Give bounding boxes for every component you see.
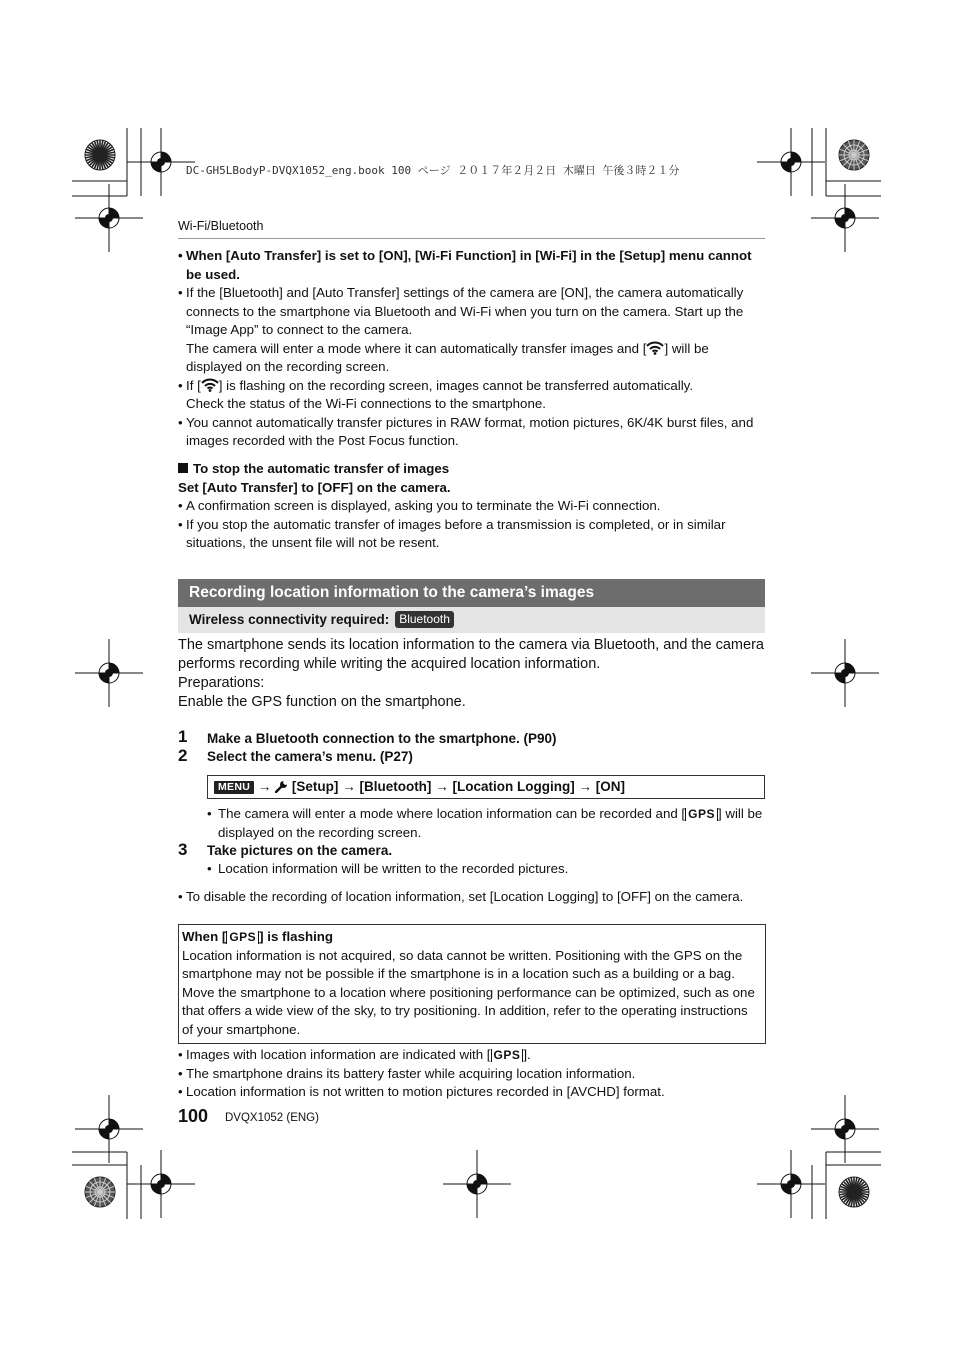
step2-note: • The camera will enter a mode where location information can be recorded and [ GPS ] will be displayed on the recording screen.	[207, 805, 767, 842]
intro-text: The smartphone sends its location information to the camera via Bluetooth, and the camera performs recording while writing the acquired location information.	[178, 637, 764, 672]
step-text: Make a Bluetooth connection to the smartphone. (P90)	[207, 731, 557, 746]
document-code: DVQX1052 (ENG)	[225, 1112, 319, 1124]
step-text: Take pictures on the camera.	[207, 843, 393, 858]
wifi-icon	[646, 341, 664, 355]
note-wifi-flashing: • If [ ] is flashing on the recording screen, images cannot be transferred automatically.	[178, 377, 768, 396]
note-check-status: Check the status of the Wi-Fi connections to the smartphone.	[186, 396, 546, 411]
page-number: 100	[178, 1106, 209, 1126]
stop-section	[178, 460, 768, 553]
note-battery: • The smartphone drains its battery faster while acquiring location information.	[178, 1065, 768, 1084]
disable-note: • To disable the recording of location information, set [Location Logging] to [OFF] on the camera.	[178, 888, 768, 907]
wrench-icon	[275, 780, 288, 793]
bottom-notes	[178, 1046, 768, 1102]
note-wifi-display: The camera will enter a mode where it can automatically transfer images and [ ] will be displayed on the recording screen.	[186, 340, 709, 374]
gps-icon: GPS	[226, 931, 259, 944]
prep-text: Enable the GPS function on the smartphone.	[178, 694, 466, 710]
connectivity-requirement: Wireless connectivity required: Bluetooth	[178, 607, 765, 633]
gps-icon: GPS	[491, 1049, 524, 1062]
wifi-icon	[201, 378, 219, 392]
note-gps-indicated: • Images with location information are indicated with [ GPS ].	[178, 1046, 768, 1065]
section-title: Recording location information to the camera’s images	[178, 579, 765, 607]
box-text: Location information is not acquired, so data cannot be written. Positioning with the GPS on the smartphone may not be possible if the smartphone is in a location such as a building or a bag. Move the smartphone to a location where positioning performance can be optimized, such as one that offers a wide view of the sky, to try positioning. In addition, refer to the operating instructions of your smartphone.	[182, 947, 755, 1037]
notes-top	[178, 247, 768, 451]
step-number: 3	[178, 840, 188, 859]
gps-icon: GPS	[685, 808, 718, 821]
note-avchd: • Location information is not written to motion pictures recorded in [AVCHD] format.	[178, 1083, 768, 1102]
step-text: Select the camera’s menu. (P27)	[207, 749, 413, 764]
box-title: When [ GPS ] is flashing	[182, 929, 334, 944]
gps-flashing-box	[178, 924, 766, 1044]
stop-note-unsent: • If you stop the automatic transfer of images before a transmission is completed, or in similar situations, the unsent file will not be resent.	[178, 516, 768, 553]
note-auto-connect: • If the [Bluetooth] and [Auto Transfer] settings of the camera are [ON], the camera automatically connects to the smartphone via Bluetooth and Wi-Fi when you turn on the camera. Start up the “Image App” to connect to the camera.	[178, 284, 768, 340]
print-header: DC-GH5LBodyP-DVQX1052_eng.book 100 ページ ２０１７年２月２日 木曜日 午後３時２１分	[186, 164, 680, 177]
menu-path: MENU → [Setup] → [Bluetooth] → [Location Logging] → [ON]	[207, 775, 765, 799]
prep-label: Preparations:	[178, 675, 265, 691]
stop-instruction: Set [Auto Transfer] to [OFF] on the camera.	[178, 479, 451, 495]
step3-note: • Location information will be written to the recorded pictures.	[207, 860, 767, 879]
note-auto-transfer-wifi: • When [Auto Transfer] is set to [ON], [Wi-Fi Function] in [Wi-Fi] in the [Setup] menu cannot be used.	[178, 247, 768, 284]
note-raw-format: • You cannot automatically transfer pictures in RAW format, motion pictures, 6K/4K burst files, and images recorded with the Post Focus function.	[178, 414, 768, 451]
header-divider	[178, 238, 765, 239]
location-intro	[178, 636, 768, 712]
stop-note-confirm: • A confirmation screen is displayed, asking you to terminate the Wi-Fi connection.	[178, 497, 768, 516]
bluetooth-badge: Bluetooth	[395, 611, 454, 628]
menu-badge: MENU	[214, 781, 254, 794]
step-number: 1	[178, 727, 188, 746]
section-label: Wi-Fi/Bluetooth	[178, 219, 264, 233]
square-bullet-icon	[178, 463, 188, 473]
step-number: 2	[178, 746, 188, 765]
stop-heading: To stop the automatic transfer of images	[178, 460, 768, 479]
